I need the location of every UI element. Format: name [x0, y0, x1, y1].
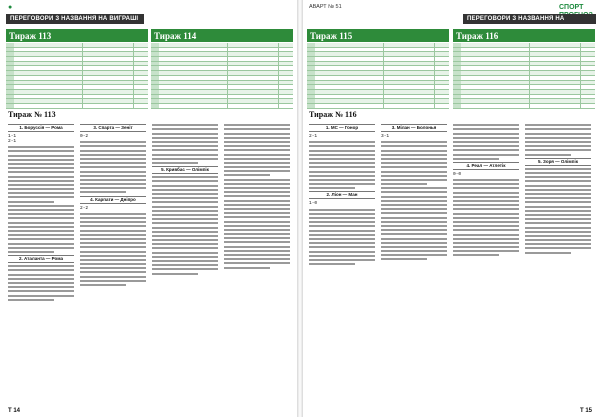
score-line: 2-2 [80, 205, 89, 211]
text-column [381, 122, 447, 405]
section-title: Тираж № 113 [8, 110, 56, 119]
match-heading: 2. Ліон — Ман [309, 191, 375, 199]
draw-table-title: Тираж 115 [310, 30, 353, 41]
draw-table-grid [6, 43, 148, 109]
draw-table-116 [453, 29, 595, 99]
draw-table-grid [151, 43, 293, 109]
left-logo: ● [8, 4, 13, 11]
text-column [8, 122, 74, 405]
page-number: Т 15 [579, 408, 592, 414]
draw-table-114 [151, 29, 293, 99]
draw-table-title: Тираж 116 [456, 30, 499, 41]
match-heading: 3. Спарта — Зеніт [80, 124, 146, 132]
text-column [152, 122, 218, 405]
score-line: 2-1 [309, 134, 318, 139]
score-line: 1-1 [8, 134, 17, 139]
text-column [525, 122, 591, 405]
draw-table-title: Тираж 114 [154, 30, 197, 41]
match-heading: 2. Аталанта — Рома [8, 255, 74, 263]
draw-table-115 [307, 29, 449, 99]
match-heading: 4. Карпати — Дніпро [80, 196, 146, 204]
section-title: Тираж № 116 [309, 110, 357, 119]
score-line: 2-1 [8, 139, 17, 144]
score-line: 0-0 [453, 171, 462, 177]
draw-table-113 [6, 29, 148, 99]
text-column [80, 122, 146, 405]
draw-table-grid [307, 43, 449, 109]
text-column [453, 122, 519, 405]
score-line: 1-0 [309, 201, 318, 207]
right-header-band: ПЕРЕГОВОРИ З НАЗВАННЯ НА [463, 14, 596, 24]
draw-table-grid [453, 43, 595, 109]
match-heading: 5. Кривбас — Олімпік [152, 166, 218, 174]
match-heading: 1. МС — Гонор [309, 124, 375, 132]
match-heading: 3. Мілан — Болонья [381, 124, 447, 132]
right-page [303, 0, 600, 417]
right-logo: СПОРТ [559, 4, 584, 11]
score-line: 3-1 [381, 134, 390, 139]
left-page [0, 0, 297, 417]
match-heading: 5. Зоря — Олімпік [525, 158, 591, 166]
text-column [309, 122, 375, 405]
draw-table-title: Тираж 113 [9, 30, 52, 41]
match-heading: 1. Боруссія — Рома [8, 124, 74, 132]
match-heading: 4. Реал — Атлетік [453, 162, 519, 170]
page-number: Т 14 [8, 408, 21, 414]
left-header-band: ПЕРЕГОВОРИ З НАЗВАННЯ НА ВИГРАШІ [6, 14, 144, 24]
issue-label: АВАРТ № 51 [309, 4, 342, 10]
score-line: 0-2 [80, 134, 89, 139]
text-column [224, 122, 290, 405]
